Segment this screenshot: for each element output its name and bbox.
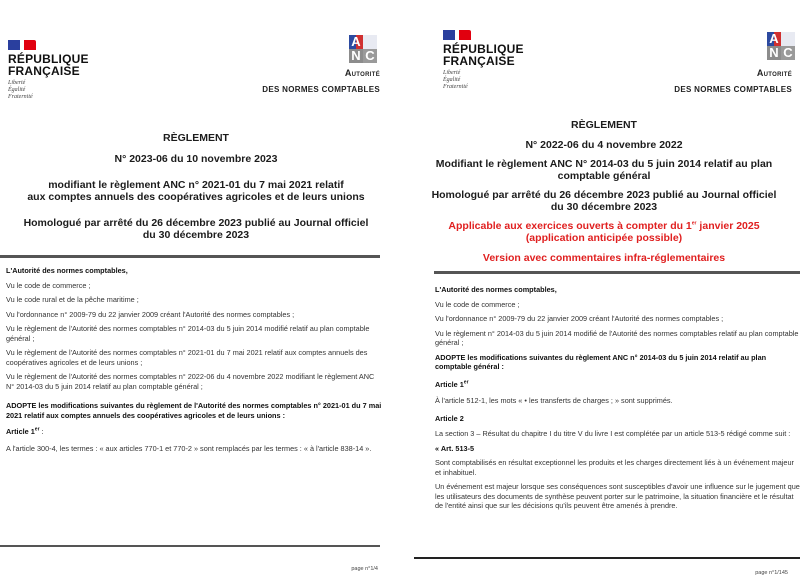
art-513-5-para2: Un événement est majeur lorsque ses conséquences sont susceptibles d'avoir une influence sur le jugement que les utilisateurs des documents de synthèse peuvent porter sur le patrimoine, la situation financière et le résultat de l'entité ainsi que sur les décisions qu'ils peuvent être amenés à prendre.	[435, 482, 800, 510]
page-number: page n°1/4	[351, 566, 378, 572]
doc-subject-line1: modifiant le règlement ANC n° 2021-01 du 7 mai 2021 relatif	[48, 179, 344, 191]
art-513-5-para1: Sont comptabilisés en résultat exceptionnel les produits et les charges directement liés à un événement majeur et inhabituel.	[435, 458, 794, 477]
anc-logo-letter-c: C	[363, 49, 377, 63]
motto-egalite: Égalité	[443, 77, 461, 83]
article-1-label: Article 1	[6, 427, 35, 436]
doc-homologation-line2: du 30 décembre 2023	[550, 201, 658, 213]
visa-1: Vu le code de commerce ;	[6, 280, 91, 290]
separator-bottom	[414, 557, 800, 559]
anc-logo-letter-n: N	[349, 49, 363, 63]
motto	[8, 80, 89, 101]
article-2-heading: Article 2	[435, 413, 464, 423]
motto-fraternite: Fraternité	[8, 94, 33, 100]
visa-1: Vu le code de commerce ;	[435, 299, 520, 309]
republic-line1: RÉPUBLIQUE	[443, 42, 524, 56]
authority-title	[262, 68, 380, 94]
marianne-flag-icon	[8, 40, 89, 50]
separator-top	[434, 271, 800, 274]
visa-4: Vu le règlement de l'Autorité des normes comptables n° 2014-03 du 5 juin 2014 modifié relatif au plan comptable général ;	[6, 324, 370, 343]
anc-logo-icon	[349, 35, 377, 63]
article-1-text: A l'article 300-4, les termes : « aux articles 770-1 et 770-2 » sont remplacés par les termes : « à l'article 838-14 ».	[6, 443, 372, 453]
applicable-line2: (application anticipée possible)	[525, 232, 683, 244]
republique-francaise-logo	[443, 30, 524, 91]
regulation-heading	[408, 119, 800, 264]
version-note: Version avec commentaires infra-réglementaires	[482, 252, 726, 264]
adopte-statement: ADOPTE les modifications suivantes du règlement ANC n° 2014-03 du 5 juin 2014 relatif au plan comptable général :	[435, 352, 767, 371]
doc-title: RÈGLEMENT	[163, 132, 229, 144]
visa-3: Vu le règlement n° 2014-03 du 5 juin 2014 modifié de l'Autorité des normes comptables relatif au plan comptable général ;	[435, 328, 799, 347]
visa-5: Vu le règlement de l'Autorité des normes comptables n° 2021-01 du 7 mai 2021 relatif aux comptes annuels des coopératives agricoles et de leurs unions ;	[6, 348, 368, 367]
page-number: page n°1/145	[755, 570, 788, 576]
intro: L'Autorité des normes comptables,	[6, 266, 128, 275]
doc-title: RÈGLEMENT	[571, 119, 637, 131]
article-1-heading	[435, 380, 800, 390]
doc-subject-line2: comptable général	[557, 170, 651, 182]
document-body	[6, 266, 384, 458]
adopte-statement: ADOPTE les modifications suivantes du règlement de l'Autorité des normes comptables n° 2021-01 du 7 mai 2021 relatif aux comptes annuels des coopératives agricoles et de leurs unions :	[6, 401, 382, 420]
republique-francaise-logo	[8, 40, 89, 101]
visa-2: Vu le code rural et de la pêche maritime ;	[6, 295, 139, 304]
visa-6: Vu le règlement de l'Autorité des normes comptables n° 2022-06 du 4 novembre 2022 modifiant le règlement ANC N° 2014-03 du 5 juin 2014 relatif au plan comptable général ;	[6, 372, 375, 391]
anc-logo-tile	[781, 32, 795, 46]
motto-liberte: Liberté	[443, 70, 461, 76]
separator-bottom	[0, 545, 380, 547]
motto-egalite: Égalité	[8, 87, 26, 93]
article-1-text: À l'article 512-1, les mots « • les transferts de charges ; » sont supprimés.	[435, 396, 673, 405]
motto	[443, 70, 524, 91]
article-1-label: Article 1	[435, 379, 464, 389]
authority-title	[674, 68, 792, 94]
document-page-right	[408, 0, 800, 580]
authority-line2: DES NORMES COMPTABLES	[674, 85, 792, 94]
doc-homologation-line2: du 30 décembre 2023	[142, 229, 250, 241]
article-1-suffix: :	[39, 427, 44, 436]
anc-logo-letter-a: A	[767, 32, 781, 46]
authority-line2: DES NORMES COMPTABLES	[262, 85, 380, 94]
article-2-text: La section 3 – Résultat du chapitre I du titre V du livre I est complétée par un article 513-5 rédigé comme suit :	[435, 429, 791, 438]
anc-logo-letter-a: A	[349, 35, 363, 49]
authority-line1: Autorité	[756, 68, 792, 78]
applicable-line1	[408, 220, 800, 232]
doc-number: N° 2022-06 du 4 novembre 2022	[525, 139, 683, 151]
motto-fraternite: Fraternité	[443, 84, 468, 90]
motto-liberte: Liberté	[8, 80, 26, 86]
article-1-sup: er	[34, 426, 40, 433]
separator-top	[0, 255, 380, 258]
republic-line2: FRANÇAISE	[443, 54, 515, 68]
republic-line1: RÉPUBLIQUE	[8, 52, 89, 66]
marianne-flag-icon	[443, 30, 524, 40]
document-body	[435, 285, 800, 516]
republic-line2: FRANÇAISE	[8, 64, 80, 78]
visa-3: Vu l'ordonnance n° 2009-79 du 22 janvier 2009 créant l'Autorité des normes comptables ;	[6, 309, 295, 319]
doc-subject-line1: Modifiant le règlement ANC N° 2014-03 du 5 juin 2014 relatif au plan	[435, 158, 773, 170]
intro: L'Autorité des normes comptables,	[435, 285, 557, 294]
anc-logo-icon	[767, 32, 795, 60]
doc-number: N° 2023-06 du 10 novembre 2023	[114, 153, 278, 165]
visa-2: Vu l'ordonnance n° 2009-79 du 22 janvier 2009 créant l'Autorité des normes comptables ;	[435, 314, 724, 323]
doc-homologation-line1: Homologué par arrêté du 26 décembre 2023 publié au Journal officiel	[23, 217, 369, 229]
doc-subject-line2: aux comptes annuels des coopératives agricoles et de leurs unions	[27, 191, 365, 203]
article-1-sup: er	[463, 379, 469, 386]
applicable-date: janvier 2025	[696, 220, 760, 232]
authority-line1: Autorité	[344, 68, 380, 78]
applicable-text: Applicable aux exercices ouverts à compter du 1	[448, 220, 692, 232]
doc-homologation-line1: Homologué par arrêté du 26 décembre 2023 publié au Journal officiel	[431, 189, 777, 201]
anc-logo-letter-c: C	[781, 46, 795, 60]
art-513-5-label: « Art. 513-5	[435, 443, 475, 453]
applicable-sup: er	[691, 220, 697, 227]
anc-logo-letter-n: N	[767, 46, 781, 60]
anc-logo-tile	[363, 35, 377, 49]
document-page-left	[0, 0, 392, 580]
article-1-heading	[6, 427, 384, 437]
regulation-heading	[10, 132, 382, 241]
